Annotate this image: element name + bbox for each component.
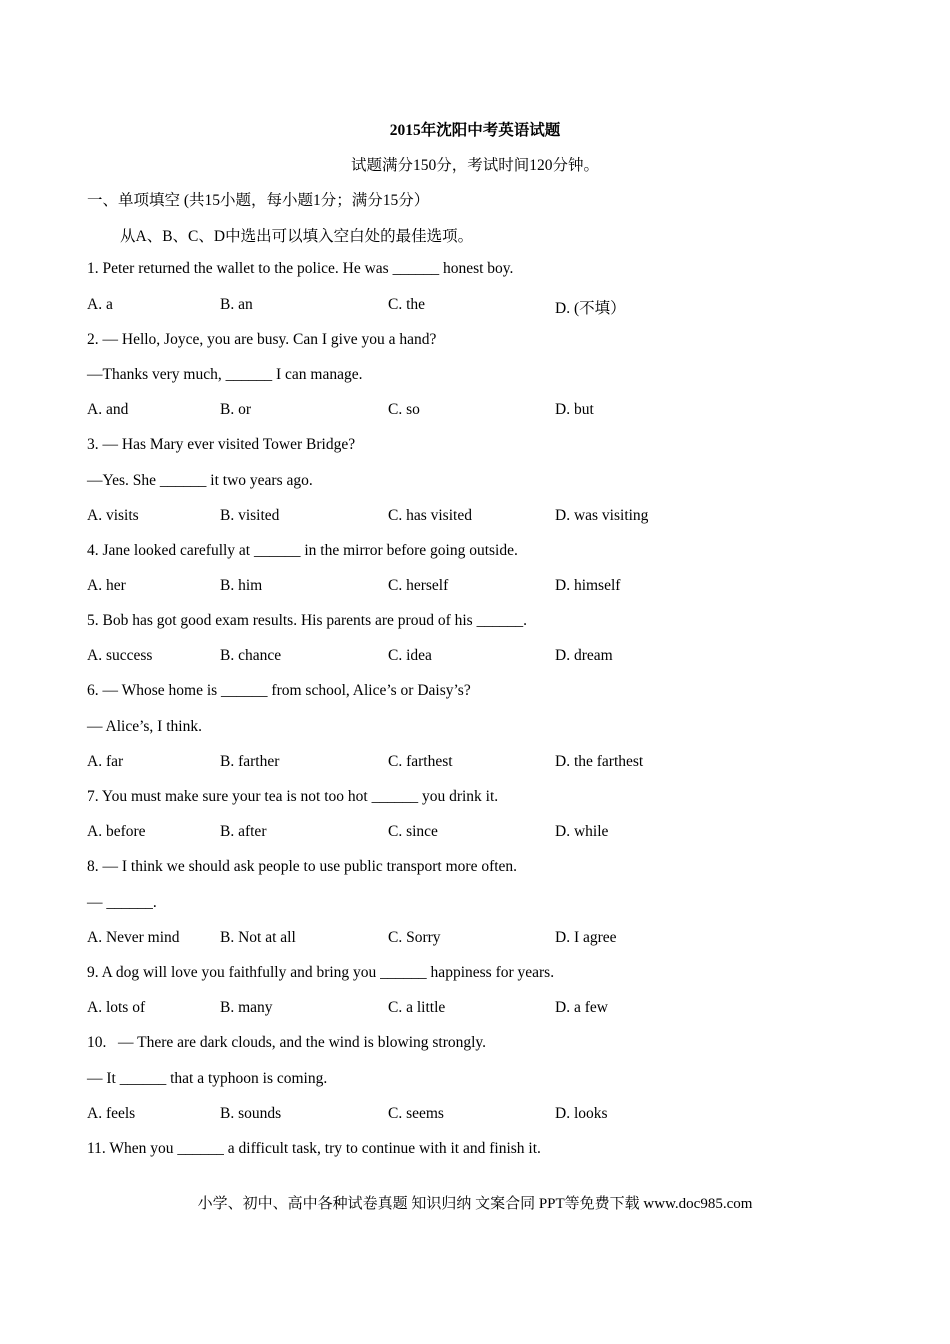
option-c: C. idea (388, 647, 432, 664)
option-d: D. dream (555, 647, 613, 664)
option-a: A. feels (87, 1105, 136, 1122)
option-b: B. him (220, 577, 263, 594)
section-instruction: 从A、B、C、D中选出可以填入空白处的最佳选项。 (120, 228, 474, 245)
options-10 (87, 1105, 867, 1125)
option-c: C. farthest (388, 753, 453, 770)
option-c: C. so (388, 401, 420, 418)
page-footer: 小学、初中、高中各种试卷真题 知识归纳 文案合同 PPT等免费下载 www.doc985.com (197, 1196, 753, 1212)
option-c: C. a little (388, 999, 446, 1016)
option-b: B. Not at all (220, 929, 296, 946)
question-9: 9. A dog will love you faithfully and bring you ______ happiness for years. (87, 964, 555, 981)
question-2: 2. — Hello, Joyce, you are busy. Can I give you a hand? (87, 331, 437, 348)
option-b: B. or (220, 401, 251, 418)
question-6: 6. — Whose home is ______ from school, Alice’s or Daisy’s? (87, 682, 471, 699)
option-d: D. himself (555, 577, 621, 594)
page-title: 2015年沈阳中考英语试题 (389, 122, 561, 139)
options-3 (87, 507, 867, 527)
options-9 (87, 999, 867, 1019)
option-c: C. the (388, 296, 426, 313)
options-4 (87, 577, 867, 597)
option-d: D. looks (555, 1105, 608, 1122)
question-8-reply: — ______. (87, 894, 157, 911)
option-b: B. farther (220, 753, 280, 770)
option-b: B. many (220, 999, 273, 1016)
option-b: B. chance (220, 647, 282, 664)
option-a: A. success (87, 647, 153, 664)
option-d: D. (不填） (555, 300, 626, 317)
option-a: A. lots of (87, 999, 146, 1016)
option-a: A. Never mind (87, 929, 180, 946)
question-8: 8. — I think we should ask people to use public transport more often. (87, 858, 518, 875)
options-5 (87, 647, 867, 667)
options-6 (87, 753, 867, 773)
option-c: C. since (388, 823, 438, 840)
option-c: C. herself (388, 577, 449, 594)
option-d: D. a few (555, 999, 608, 1016)
option-c: C. seems (388, 1105, 444, 1122)
question-7: 7. You must make sure your tea is not too hot ______ you drink it. (87, 788, 499, 805)
option-b: B. after (220, 823, 267, 840)
option-c: C. has visited (388, 507, 472, 524)
options-2 (87, 401, 867, 421)
options-1 (87, 296, 867, 316)
question-10: 10. — There are dark clouds, and the wind is blowing strongly. (87, 1034, 487, 1051)
options-7 (87, 823, 867, 843)
option-d: D. was visiting (555, 507, 649, 524)
question-4: 4. Jane looked carefully at ______ in the mirror before going outside. (87, 542, 518, 559)
option-d: D. I agree (555, 929, 617, 946)
exam-subtitle: 试题满分150分，考试时间120分钟。 (350, 157, 599, 174)
question-3-reply: —Yes. She ______ it two years ago. (87, 472, 313, 489)
options-8 (87, 929, 867, 949)
option-b: B. an (220, 296, 253, 313)
option-a: A. her (87, 577, 126, 594)
option-d: D. but (555, 401, 594, 418)
option-a: A. and (87, 401, 129, 418)
section-heading: 一、单项填空 (共15小题，每小题1分；满分15分） (87, 192, 430, 209)
question-11: 11. When you ______ a difficult task, try to continue with it and finish it. (87, 1140, 541, 1157)
question-3: 3. — Has Mary ever visited Tower Bridge? (87, 436, 356, 453)
question-2-reply: —Thanks very much, ______ I can manage. (87, 366, 363, 383)
option-b: B. sounds (220, 1105, 282, 1122)
option-a: A. far (87, 753, 124, 770)
option-a: A. visits (87, 507, 139, 524)
option-c: C. Sorry (388, 929, 441, 946)
option-b: B. visited (220, 507, 280, 524)
question-1: 1. Peter returned the wallet to the police. He was ______ honest boy. (87, 260, 514, 277)
option-a: A. a (87, 296, 113, 313)
option-d: D. while (555, 823, 609, 840)
question-5: 5. Bob has got good exam results. His parents are proud of his ______. (87, 612, 527, 629)
question-6-reply: — Alice’s, I think. (87, 718, 202, 735)
option-d: D. the farthest (555, 753, 644, 770)
option-a: A. before (87, 823, 146, 840)
question-10-reply: — It ______ that a typhoon is coming. (87, 1070, 328, 1087)
